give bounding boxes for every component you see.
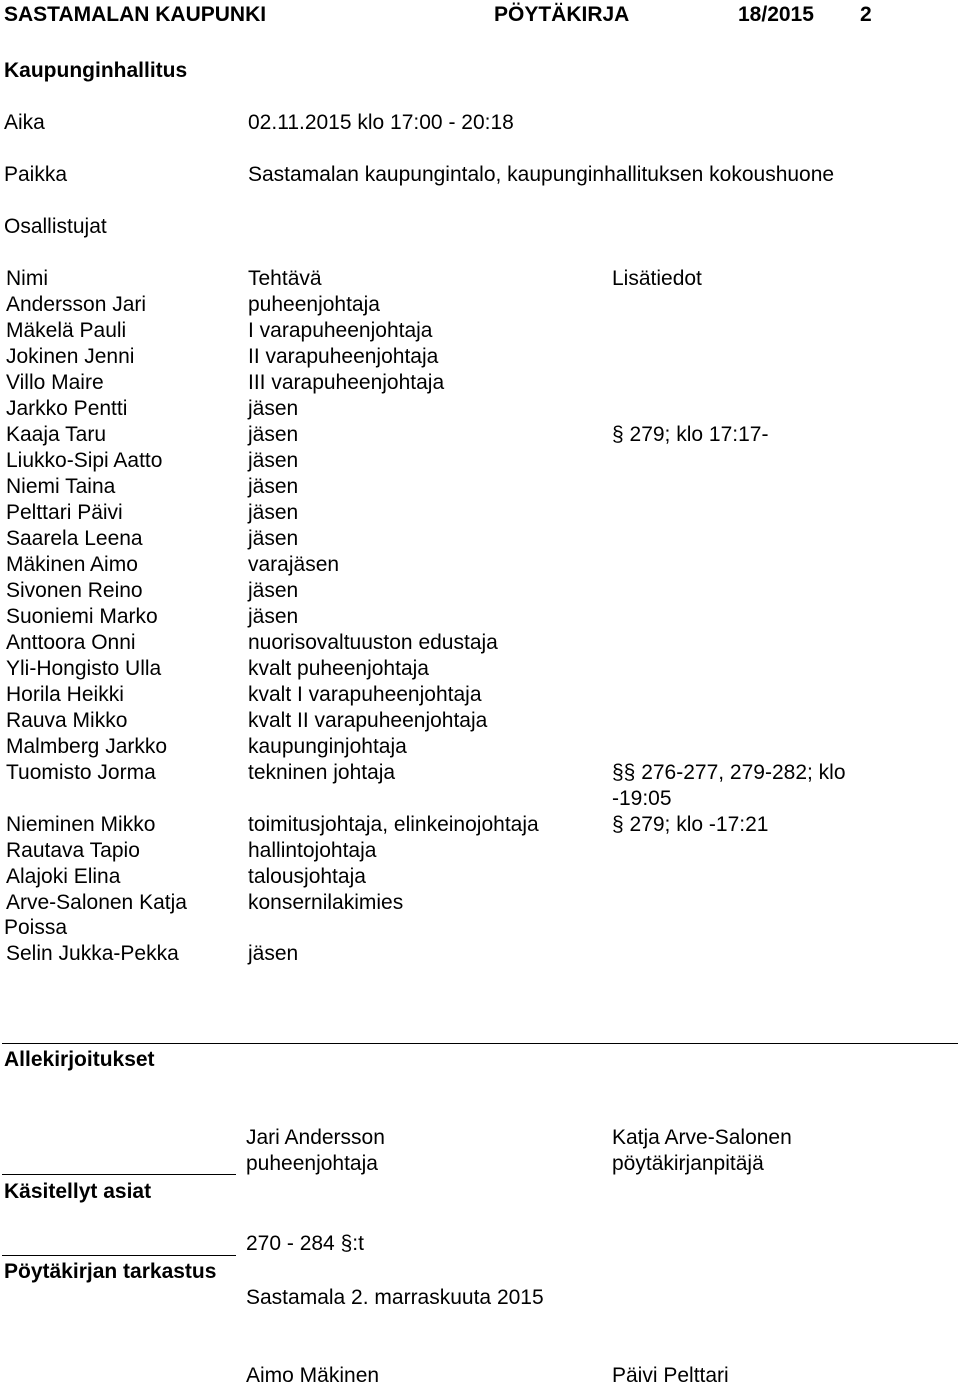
- table-row: [0, 553, 960, 579]
- participant-name: Villo Maire: [6, 371, 104, 394]
- participant-name: Mäkelä Pauli: [6, 319, 127, 342]
- table-row: [0, 865, 960, 891]
- participant-role: kvalt II varapuheenjohtaja: [248, 709, 488, 732]
- table-row: [0, 605, 960, 631]
- participant-name: Nieminen Mikko: [6, 813, 156, 836]
- participant-role: jäsen: [248, 527, 299, 550]
- table-row: [0, 813, 960, 839]
- participant-name: Kaaja Taru: [6, 423, 107, 446]
- table-row: [0, 579, 960, 605]
- absent-role: jäsen: [248, 942, 299, 965]
- table-row: [0, 709, 960, 735]
- absent-row: [0, 942, 960, 968]
- table-row-continuation: [0, 787, 960, 813]
- participant-name: Saarela Leena: [6, 527, 143, 550]
- page-number: 2: [860, 3, 872, 26]
- review-label: Pöytäkirjan tarkastus: [4, 1260, 217, 1283]
- participant-name: Jarkko Pentti: [6, 397, 128, 420]
- participant-role: kvalt I varapuheenjohtaja: [248, 683, 482, 706]
- participant-name: Horila Heikki: [6, 683, 124, 706]
- reviewer-2: Päivi Pelttari: [612, 1364, 729, 1387]
- participant-role: varajäsen: [248, 553, 340, 576]
- participant-role: hallintojohtaja: [248, 839, 377, 862]
- participant-notes-continued: -19:05: [612, 787, 672, 810]
- doc-number: 18/2015: [738, 3, 814, 26]
- table-row: [0, 371, 960, 397]
- table-header-row: [0, 267, 960, 293]
- participant-name: Rautava Tapio: [6, 839, 140, 862]
- participant-role: I varapuheenjohtaja: [248, 319, 433, 342]
- participant-name: Liukko-Sipi Aatto: [6, 449, 163, 472]
- org-name: SASTAMALAN KAUPUNKI: [4, 3, 267, 26]
- table-row: [0, 683, 960, 709]
- participant-name: Arve-Salonen Katja: [6, 891, 187, 914]
- secretary-role: pöytäkirjanpitäjä: [612, 1152, 764, 1175]
- participant-name: Niemi Taina: [6, 475, 116, 498]
- participant-role: kvalt puheenjohtaja: [248, 657, 429, 680]
- time-value: 02.11.2015 klo 17:00 - 20:18: [248, 111, 514, 134]
- participant-name: Mäkinen Aimo: [6, 553, 138, 576]
- participant-name: Sivonen Reino: [6, 579, 143, 602]
- reviewer-1: Aimo Mäkinen: [246, 1364, 380, 1387]
- participant-role: III varapuheenjohtaja: [248, 371, 445, 394]
- chair-role: puheenjohtaja: [246, 1152, 378, 1175]
- review-place-date: Sastamala 2. marraskuuta 2015: [246, 1286, 544, 1309]
- table-row: [0, 345, 960, 371]
- secretary-name: Katja Arve-Salonen: [612, 1126, 792, 1149]
- column-header-name: Nimi: [6, 267, 48, 290]
- table-row: [0, 527, 960, 553]
- participants-label: Osallistujat: [4, 215, 107, 238]
- table-row: [0, 631, 960, 657]
- table-row: [0, 397, 960, 423]
- participant-role: jäsen: [248, 605, 299, 628]
- participant-role: jäsen: [248, 579, 299, 602]
- participant-role: jäsen: [248, 423, 299, 446]
- participant-notes: §§ 276-277, 279-282; klo: [612, 761, 846, 784]
- handled-value: 270 - 284 §:t: [246, 1232, 364, 1255]
- table-row: [0, 423, 960, 449]
- signatures-divider: [2, 1043, 958, 1044]
- table-row: [0, 891, 960, 917]
- place-value: Sastamalan kaupungintalo, kaupunginhallituksen kokoushuone: [248, 163, 835, 186]
- column-header-notes: Lisätiedot: [612, 267, 702, 290]
- participant-name: Alajoki Elina: [6, 865, 121, 888]
- table-row: [0, 319, 960, 345]
- table-row: [0, 293, 960, 319]
- participant-role: jäsen: [248, 397, 299, 420]
- signatures-label: Allekirjoitukset: [4, 1048, 155, 1071]
- participant-role: nuorisovaltuuston edustaja: [248, 631, 498, 654]
- table-row: [0, 761, 960, 787]
- doc-type: PÖYTÄKIRJA: [494, 3, 630, 26]
- participant-name: Anttoora Onni: [6, 631, 136, 654]
- participant-name: Yli-Hongisto Ulla: [6, 657, 162, 680]
- table-row: [0, 475, 960, 501]
- participant-role: toimitusjohtaja, elinkeinojohtaja: [248, 813, 539, 836]
- time-label: Aika: [4, 111, 45, 134]
- handled-label: Käsitellyt asiat: [4, 1180, 152, 1203]
- participant-name: Jokinen Jenni: [6, 345, 135, 368]
- participant-notes: § 279; klo -17:21: [612, 813, 769, 836]
- column-header-role: Tehtävä: [248, 267, 322, 290]
- table-row: [0, 839, 960, 865]
- participant-name: Rauva Mikko: [6, 709, 128, 732]
- table-row: [0, 735, 960, 761]
- participant-name: Suoniemi Marko: [6, 605, 158, 628]
- handled-divider: [2, 1174, 236, 1175]
- body-name: Kaupunginhallitus: [4, 59, 188, 82]
- absent-name: Selin Jukka-Pekka: [6, 942, 179, 965]
- participant-name: Malmberg Jarkko: [6, 735, 168, 758]
- participant-role: kaupunginjohtaja: [248, 735, 407, 758]
- participant-role: jäsen: [248, 475, 299, 498]
- participant-name: Pelttari Päivi: [6, 501, 123, 524]
- place-label: Paikka: [4, 163, 68, 186]
- participant-name: Tuomisto Jorma: [6, 761, 156, 784]
- chair-name: Jari Andersson: [246, 1126, 385, 1149]
- participant-role: jäsen: [248, 449, 299, 472]
- table-row: [0, 657, 960, 683]
- absent-label: Poissa: [4, 916, 68, 939]
- table-row: [0, 449, 960, 475]
- participant-role: tekninen johtaja: [248, 761, 396, 784]
- participant-notes: § 279; klo 17:17-: [612, 423, 769, 446]
- table-row: [0, 501, 960, 527]
- participant-role: konsernilakimies: [248, 891, 404, 914]
- participant-role: puheenjohtaja: [248, 293, 380, 316]
- participant-role: II varapuheenjohtaja: [248, 345, 439, 368]
- participant-role: talousjohtaja: [248, 865, 366, 888]
- review-divider: [2, 1255, 236, 1256]
- participant-role: jäsen: [248, 501, 299, 524]
- participant-name: Andersson Jari: [6, 293, 147, 316]
